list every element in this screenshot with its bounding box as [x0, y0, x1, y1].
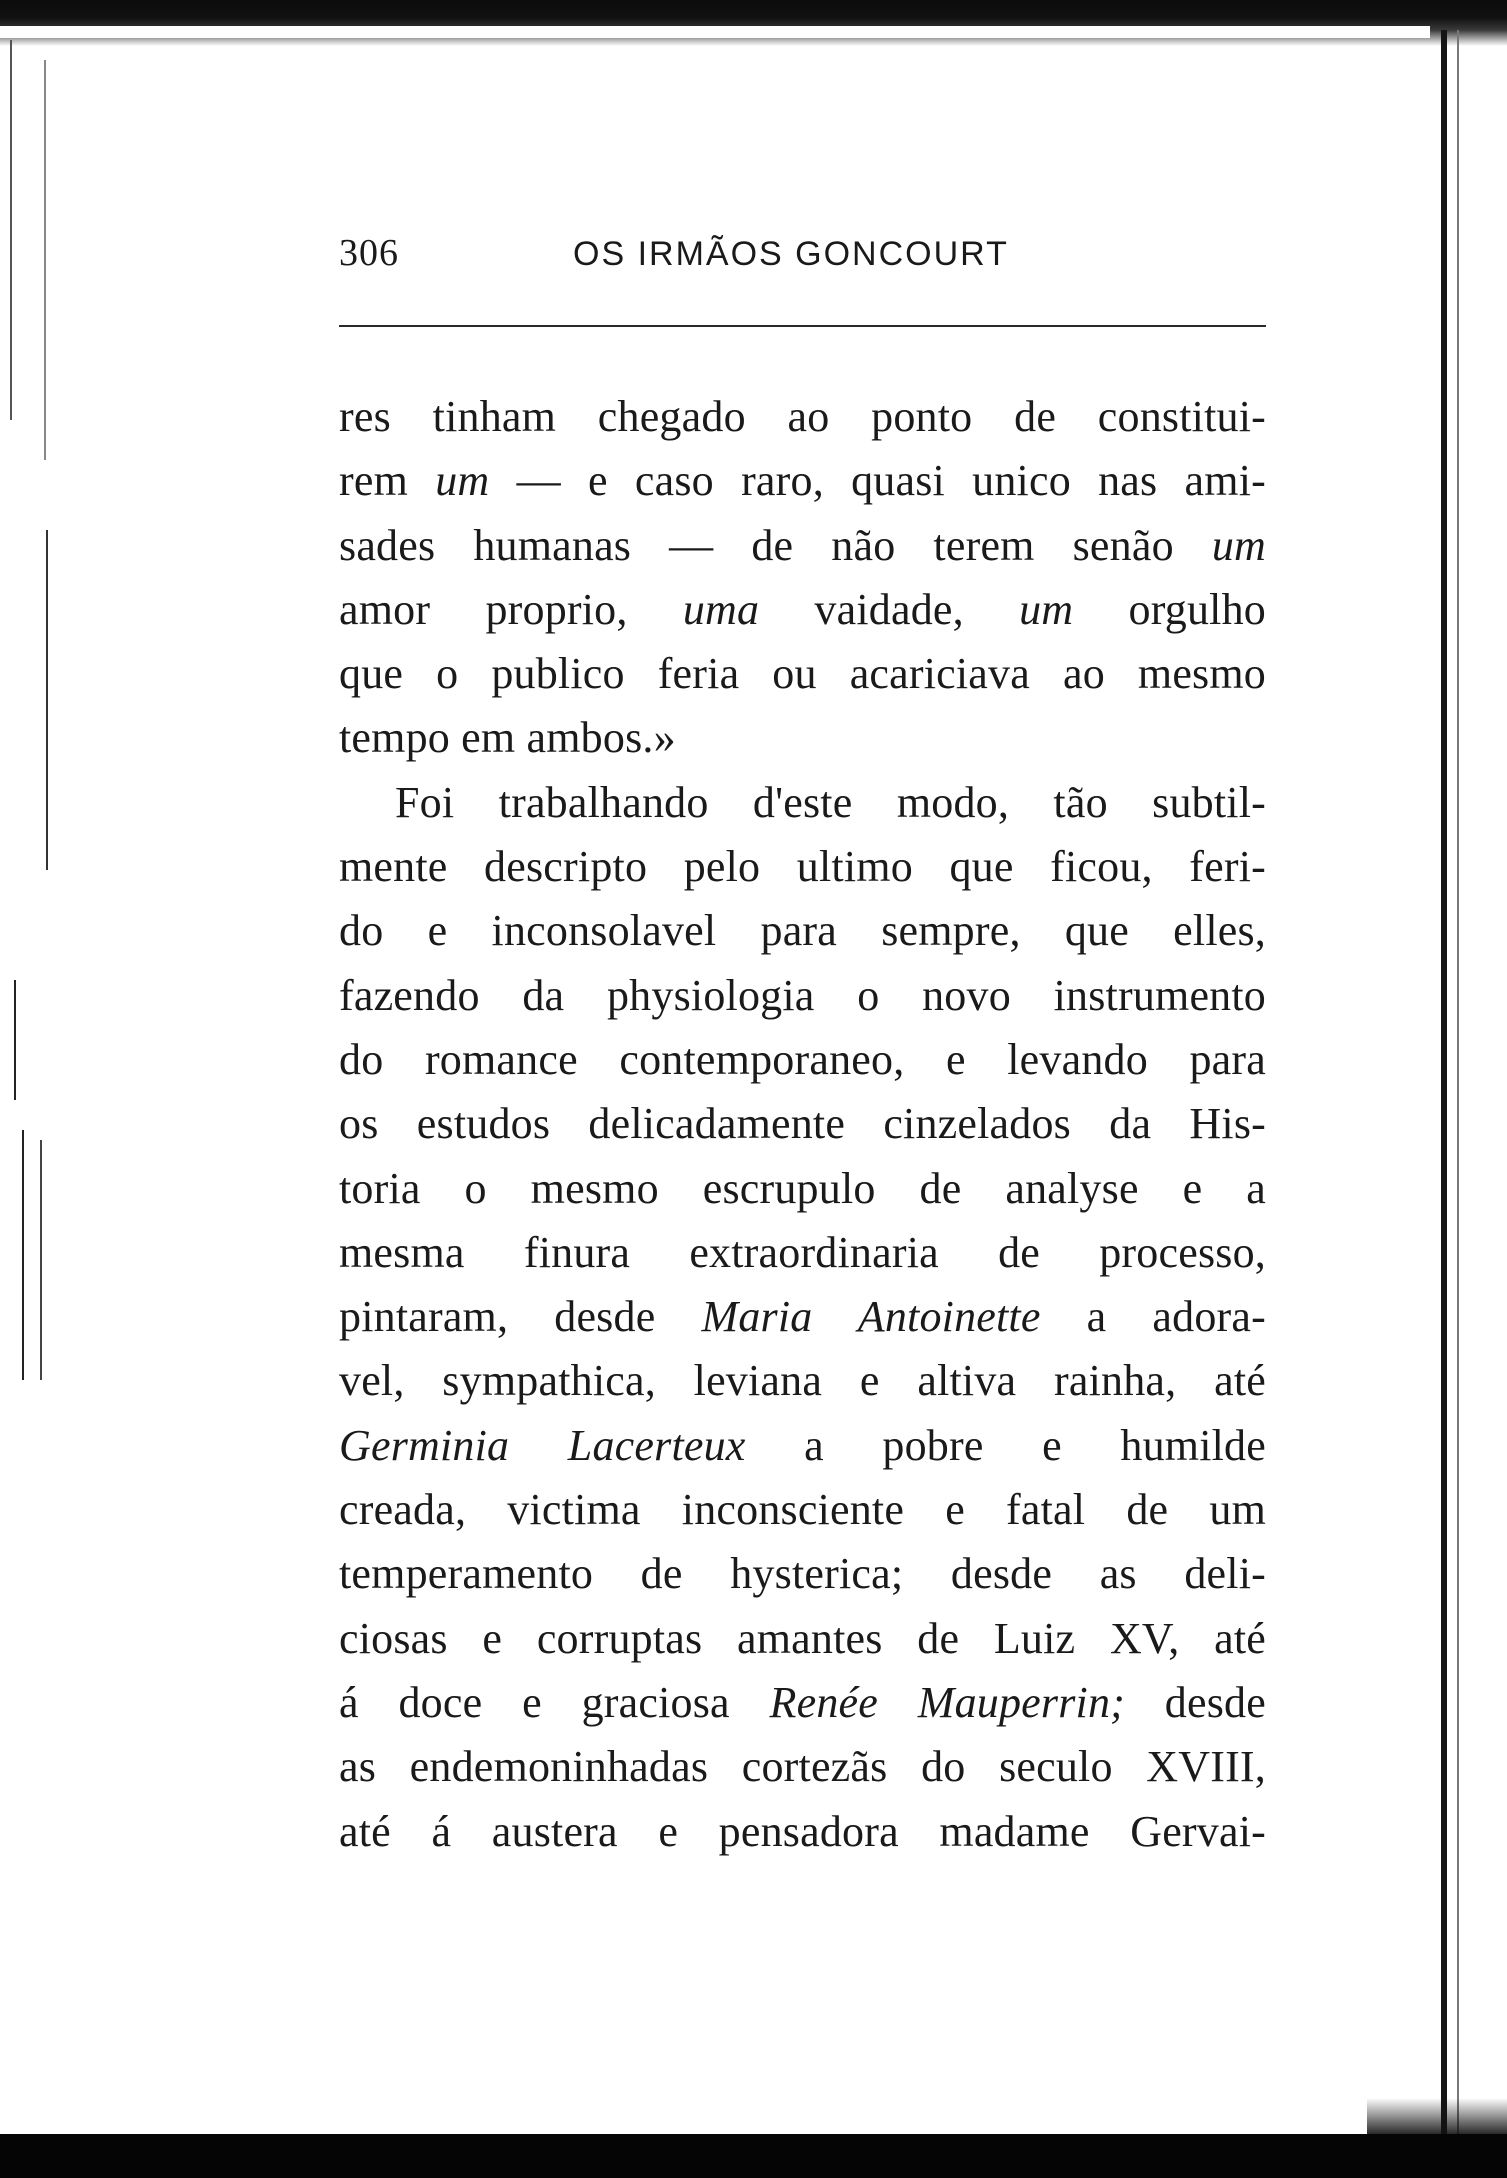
bleed-line [14, 980, 16, 1100]
text-line [339, 1671, 1266, 1735]
bleed-line [22, 1130, 24, 1380]
text-line [339, 1092, 1266, 1156]
text-segment: vaidade, [759, 584, 1020, 634]
italic-text: um [1019, 584, 1074, 634]
bleed-line [44, 60, 46, 460]
italic-text: Renée Mauperrin; [769, 1677, 1126, 1727]
italic-text: um [1211, 520, 1266, 570]
text-line [339, 1221, 1266, 1285]
text-line [339, 578, 1266, 642]
running-head [339, 225, 1269, 283]
scan-left-bleedthrough [0, 40, 70, 1420]
page-number: 306 [339, 232, 399, 274]
italic-text: Maria Antoinette [701, 1292, 1041, 1342]
text-line [339, 1414, 1266, 1478]
italic-text: Germinia Lacerteux [339, 1420, 746, 1470]
header-rule [339, 325, 1266, 327]
running-title: OS IRMÃOS GONCOURT [573, 235, 1009, 273]
text-line [339, 1542, 1266, 1606]
text-line [339, 449, 1266, 513]
text-segment: do romance contemporaneo, e levando para [339, 1034, 1266, 1084]
bleed-line [46, 530, 48, 870]
text-line [339, 1800, 1266, 1864]
scan-top-edge [0, 0, 1507, 46]
text-segment: ciosas e corruptas amantes de Luiz XV, até [339, 1613, 1266, 1663]
text-line [339, 899, 1266, 963]
text-line [339, 385, 1266, 449]
text-line [339, 1157, 1266, 1221]
text-segment: orgulho [1073, 584, 1266, 634]
bleed-line [40, 1140, 42, 1380]
italic-text: uma [682, 584, 760, 634]
text-segment: amor proprio, [339, 584, 683, 634]
text-segment: — e caso raro, quasi unico nas ami- [489, 456, 1266, 506]
text-segment: até á austera e pensadora madame Gervai- [339, 1806, 1266, 1856]
text-segment: que o publico feria ou acariciava ao mesmo [339, 649, 1266, 699]
italic-text: um [435, 456, 490, 506]
text-segment: vel, sympathica, leviana e altiva rainha, até [339, 1356, 1266, 1406]
text-segment: á doce e graciosa [339, 1677, 770, 1727]
text-segment: os estudos delicadamente cinzelados da His- [339, 1099, 1266, 1149]
text-segment: tempo em ambos.» [339, 713, 676, 763]
scan-top-gap [0, 26, 1430, 38]
body-text [339, 385, 1266, 1864]
text-line [339, 1349, 1266, 1413]
text-line [339, 642, 1266, 706]
text-segment: temperamento de hysterica; desde as deli- [339, 1549, 1266, 1599]
scan-right-binding [1441, 30, 1447, 2140]
text-line [339, 1028, 1266, 1092]
text-segment: toria o mesmo escrupulo de analyse e a [339, 1163, 1266, 1213]
bleed-line [10, 40, 12, 420]
text-line [339, 1607, 1266, 1671]
text-line [339, 1478, 1266, 1542]
scan-right-line [1457, 30, 1459, 2140]
text-segment: sades humanas — de não terem senão [339, 520, 1212, 570]
text-segment: a adora- [1040, 1292, 1266, 1342]
text-segment: a pobre e humilde [745, 1420, 1266, 1470]
text-segment: pintaram, desde [339, 1292, 702, 1342]
text-line [339, 964, 1266, 1028]
book-page [339, 225, 1269, 1856]
text-line [339, 1735, 1266, 1799]
text-segment: fazendo da physiologia o novo instrumento [339, 970, 1266, 1020]
text-segment: desde [1125, 1677, 1266, 1727]
scan-bottom-shadow [1367, 2098, 1507, 2138]
text-segment: Foi trabalhando d'este modo, tão subtil- [395, 777, 1266, 827]
text-segment: as endemoninhadas cortezãs do seculo XVIII, [339, 1742, 1266, 1792]
text-line [339, 835, 1266, 899]
text-segment: creada, victima inconsciente e fatal de um [339, 1485, 1266, 1535]
scan-bottom-edge [0, 2134, 1507, 2178]
text-segment: rem [339, 456, 436, 506]
text-line [339, 771, 1266, 835]
text-segment: res tinham chegado ao ponto de constitui- [339, 392, 1266, 441]
text-line [339, 706, 1266, 770]
text-segment: mente descripto pelo ultimo que ficou, feri- [339, 842, 1266, 892]
text-line [339, 1285, 1266, 1349]
text-segment: do e inconsolavel para sempre, que elles, [339, 906, 1266, 956]
text-line [339, 514, 1266, 578]
text-segment: mesma finura extraordinaria de processo, [339, 1227, 1266, 1277]
